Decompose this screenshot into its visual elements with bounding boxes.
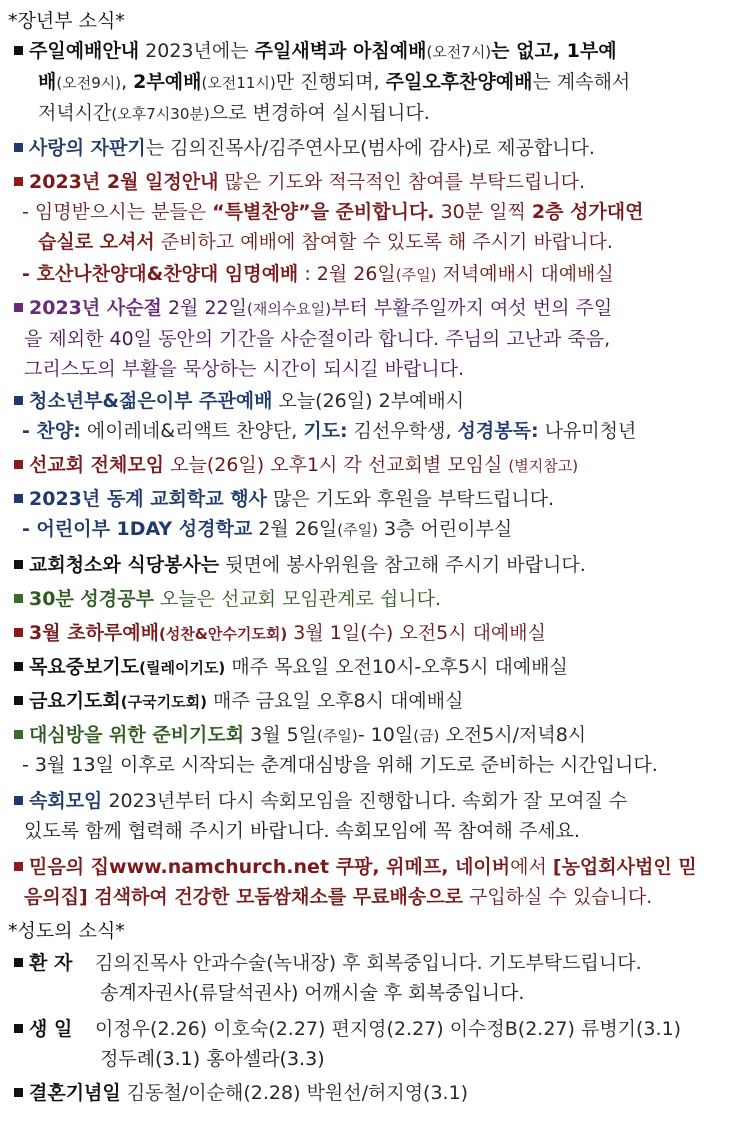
bullet-square-icon <box>14 560 23 569</box>
section-title-adult: *장년부 소식* <box>8 10 125 32</box>
bullet-square-icon <box>14 958 23 967</box>
feb-schedule-detail: - 임명받으시는 분들은 “특별찬양”을 준비합니다. 30분 일찍 2층 성가대연 습실로 오셔서 준비하고 예배에 참여할 수 있도록 해 주시기 바랍니다. <box>22 201 644 253</box>
bullet-square-icon <box>14 796 23 805</box>
bullet-square-icon <box>14 662 23 671</box>
youth-service: 청소년부&젊은이부 주관예배 오늘(26일) 2부예배시 <box>14 386 734 416</box>
anniversary-news: 결혼기념일 김동철/이순해(2.28) 박원선/허지영(3.1) <box>14 1078 734 1108</box>
bullet-square-icon <box>14 143 23 152</box>
bullet-square-icon <box>14 1024 23 1033</box>
faith-house-ad: 믿음의 집www.namchurch.net 쿠팡, 위메프, 네이버에서 [농업회사법인 믿 음의집] 검색하여 건강한 모둠쌈채소를 무료배송으로 구입하실 수 있습니다. <box>14 852 734 912</box>
patient-news: 환 자 김의진목사 안과수술(녹내장) 후 회복중입니다. 기도부탁드립니다. 송계자권사(류달석권사) 어깨시술 후 회복중입니다. <box>14 948 734 1008</box>
bible-study: 30분 성경공부 오늘은 선교회 모임관계로 쉽니다. <box>14 584 734 614</box>
bullet-square-icon <box>14 1088 23 1097</box>
friday-prayer: 금요기도회(구국기도회) 매주 금요일 오후8시 대예배실 <box>14 686 734 717</box>
mission-meeting: 선교회 전체모임 오늘(26일) 오후1시 각 선교회별 모임실 (별지참고) <box>14 450 734 481</box>
winter-school-detail: - 어린이부 1DAY 성경학교 2월 26일(주일) 3층 어린이부실 <box>22 518 513 540</box>
thursday-prayer: 목요중보기도(릴레이기도) 매주 목요일 오전10시-오후5시 대예배실 <box>14 652 734 683</box>
winter-school: 2023년 동계 교회학교 행사 많은 기도와 후원을 부탁드립니다. <box>14 484 734 514</box>
vending-notice: 사랑의 자판기는 김의진목사/김주연사모(범사에 감사)로 제공합니다. <box>14 133 734 163</box>
bullet-square-icon <box>14 46 23 55</box>
bullet-square-icon <box>14 730 23 739</box>
bullet-square-icon <box>14 460 23 469</box>
bullet-square-icon <box>14 494 23 503</box>
bullet-square-icon <box>14 303 23 312</box>
feb-schedule: 2023년 2월 일정안내 많은 기도와 적극적인 참여를 부탁드립니다. <box>14 167 734 197</box>
appointment-service: - 호산나찬양대&찬양대 임명예배 : 2월 26일(주일) 저녁예배시 대예배실 <box>22 263 614 285</box>
lent-notice: 2023년 사순절 2월 22일(재의수요일)부터 부활주일까지 여섯 번의 주일 을 제외한 40일 동안의 기간을 사순절이라 합니다. 주님의 고난과 죽음, 그리스도의 부활을 묵상하는 시간이 되시길 바랍니다. <box>14 293 734 384</box>
bullet-square-icon <box>14 862 23 871</box>
revival-detail: - 3월 13일 이후로 시작되는 춘계대심방을 위해 기도로 준비하는 시간입니다. <box>22 754 658 776</box>
bullet-square-icon <box>14 594 23 603</box>
cell-meeting: 속회모임 2023년부터 다시 속회모임을 진행합니다. 속회가 잘 모여질 수 있도록 함께 협력해 주시기 바랍니다. 속회모임에 꼭 참여해 주세요. <box>14 786 734 846</box>
revival-prayer: 대심방을 위한 준비기도회 3월 5일(주일)- 10일(금) 오전5시/저녁8시 <box>14 720 734 751</box>
bullet-square-icon <box>14 177 23 186</box>
bullet-square-icon <box>14 628 23 637</box>
worship-notice: 주일예배안내 2023년에는 주일새벽과 아침예배(오전7시)는 없고, 1부예 배(오전9시), 2부예배(오전11시)만 진행되며, 주일오후찬양예배는 계속해서 저녁시간(오후7시30분)으로 변경하여 실시됩니다. <box>14 36 734 129</box>
youth-service-detail: - 찬양: 에이레네&리액트 찬양단, 기도: 김선우학생, 성경봉독: 나유미청년 <box>22 420 637 442</box>
section-title-members: *성도의 소식* <box>8 920 125 942</box>
march-service: 3월 초하루예배(성찬&안수기도회) 3월 1일(수) 오전5시 대예배실 <box>14 618 734 649</box>
cleaning-notice: 교회청소와 식당봉사는 뒷면에 봉사위원을 참고해 주시기 바랍니다. <box>14 550 734 580</box>
bullet-square-icon <box>14 396 23 405</box>
birthday-news: 생 일 이정우(2.26) 이호숙(2.27) 편지영(2.27) 이수정B(2.27) 류병기(3.1) 정두례(3.1) 홍아셀라(3.3) <box>14 1014 734 1074</box>
bullet-square-icon <box>14 696 23 705</box>
worship-heading: 주일예배안내 <box>29 40 140 62</box>
